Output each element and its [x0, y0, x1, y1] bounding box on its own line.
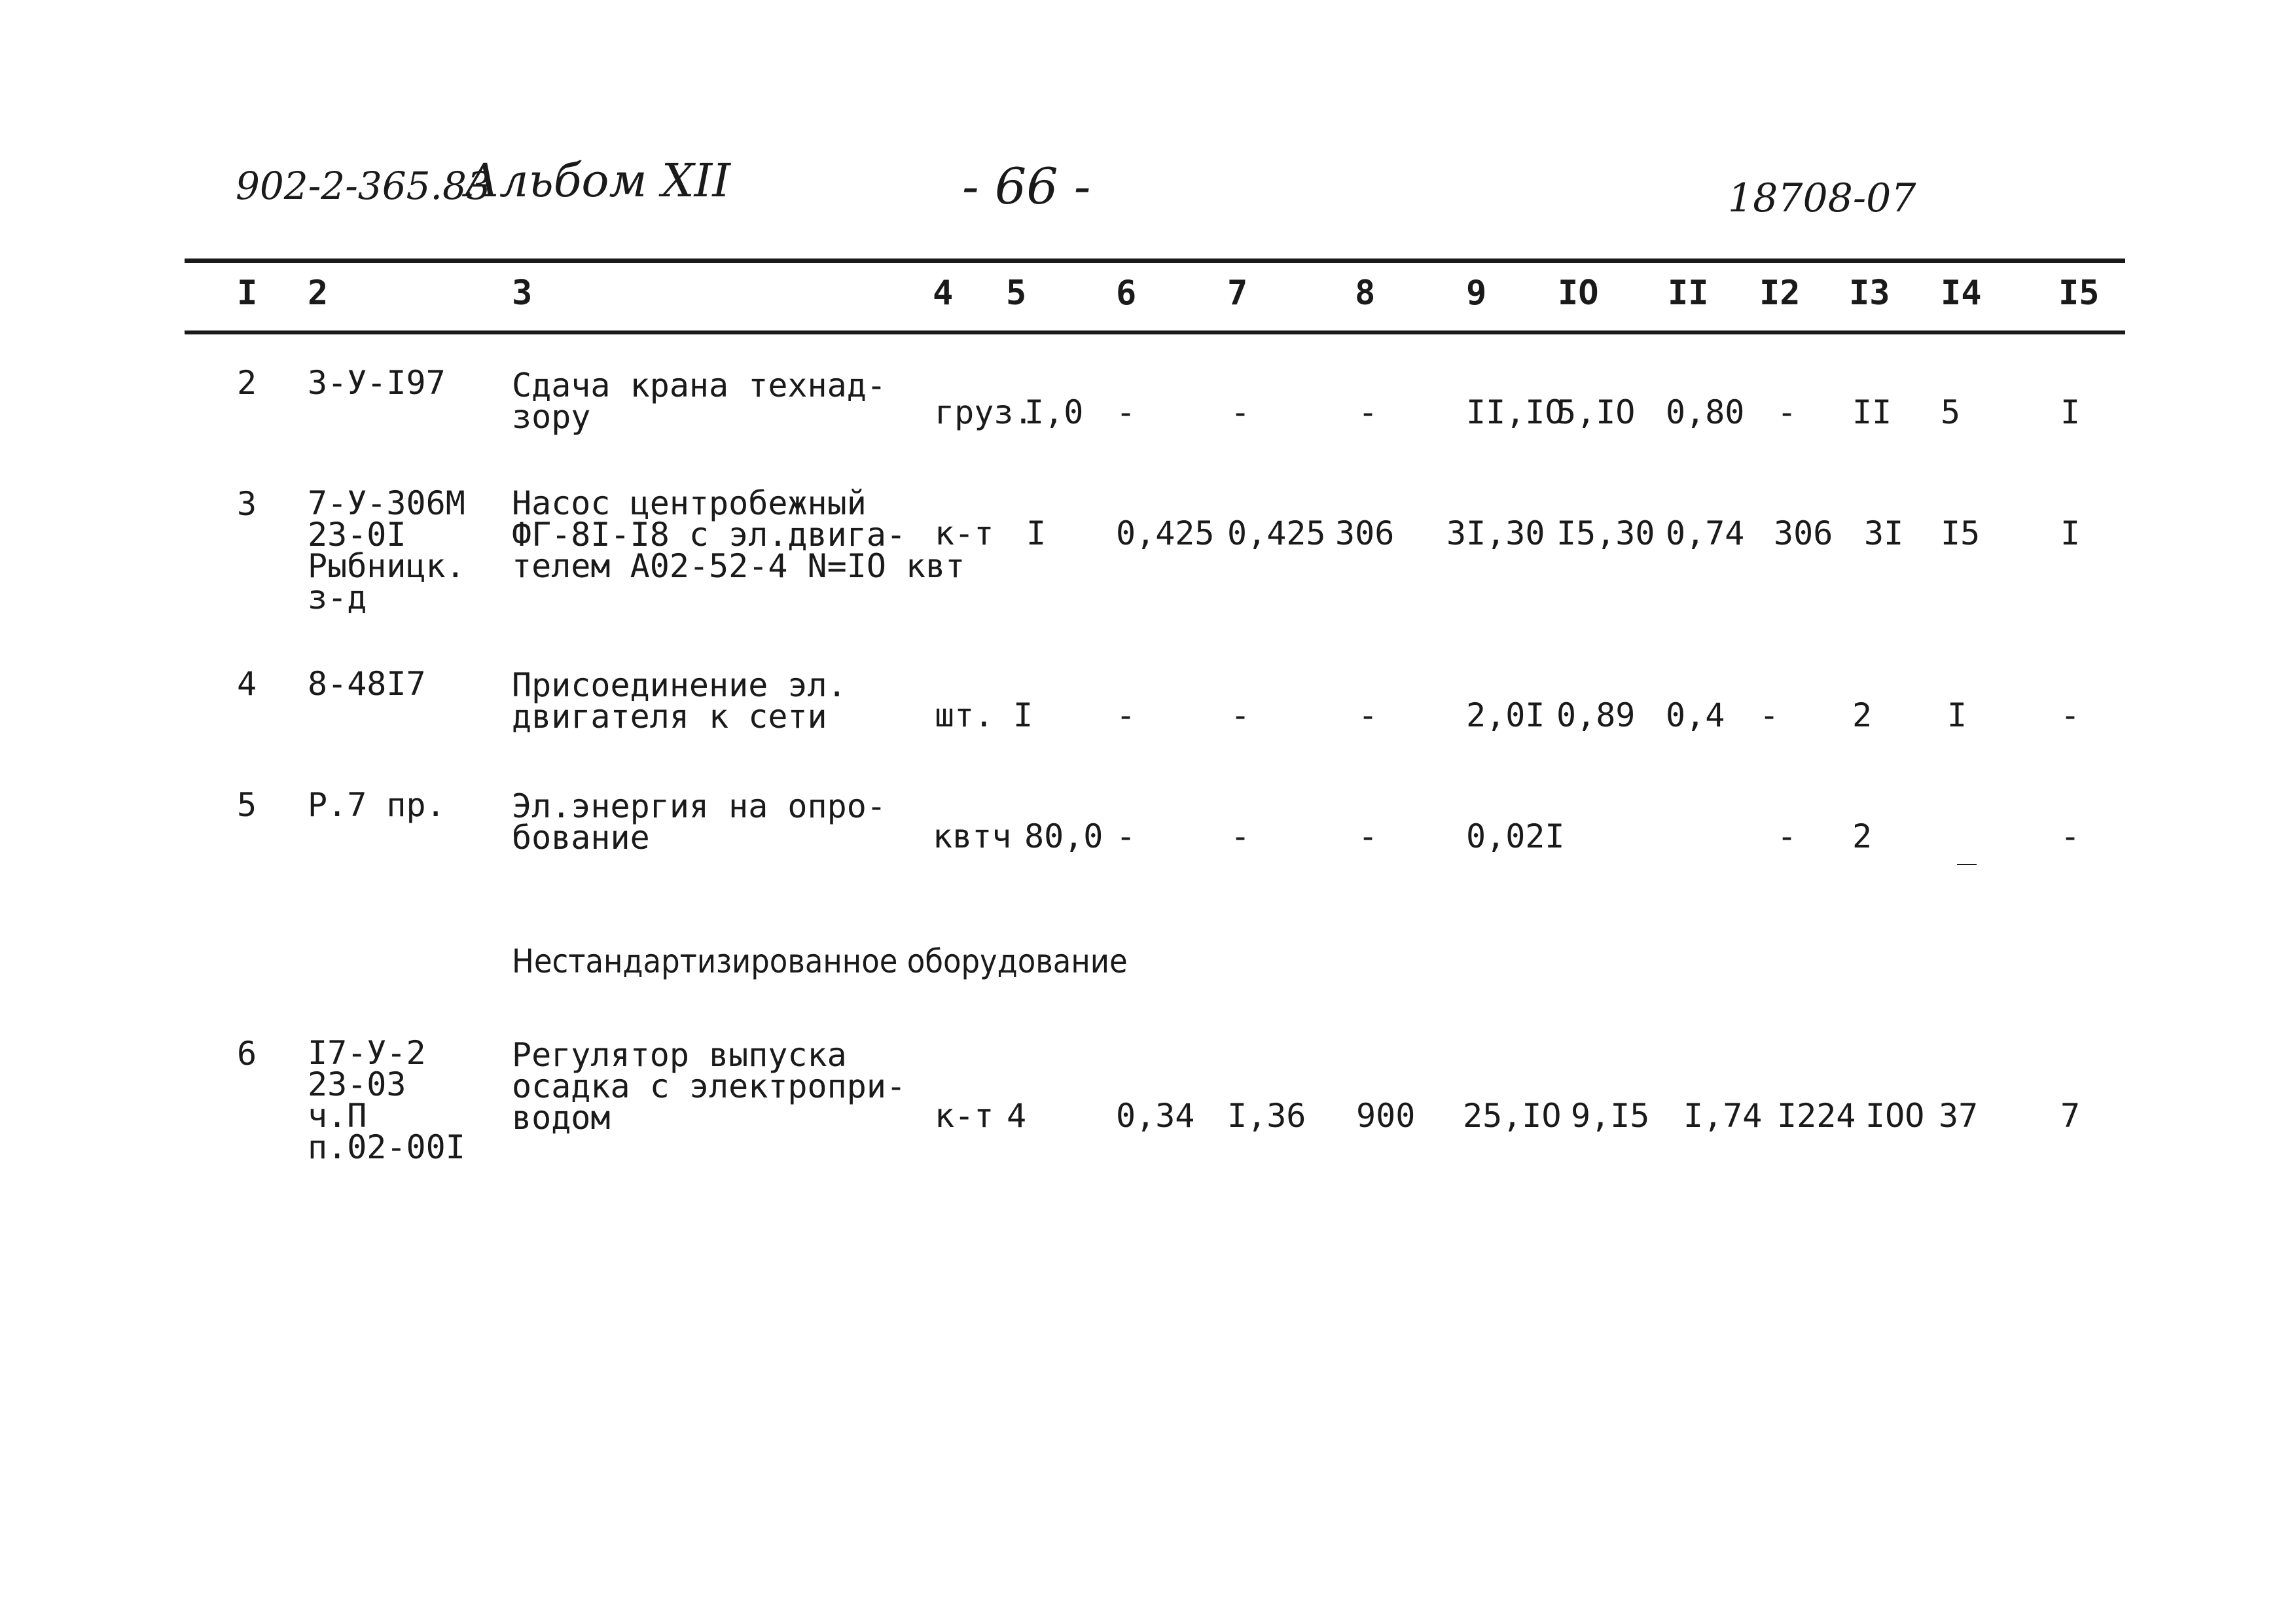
unit: квтч [933, 817, 1012, 855]
price-code: 8-48I7 [308, 665, 426, 703]
col-9-value: 2,0I [1466, 696, 1545, 734]
col-10-value: I5,30 [1556, 514, 1655, 552]
work-name: Регулятор выпуска осадка с электропри- водом [512, 1036, 906, 1137]
col-header-5: 5 [1006, 274, 1027, 313]
col-8-value: 900 [1356, 1097, 1416, 1135]
unit: шт. [935, 696, 994, 734]
col-header-15: I5 [2058, 274, 2100, 313]
col-6-value: - [1116, 696, 1136, 734]
col-11-value: I,74 [1683, 1097, 1763, 1135]
quantity: I,0 [1024, 393, 1084, 431]
col-header-1: I [237, 274, 258, 313]
col-10-value: 0,89 [1556, 696, 1636, 734]
col-7-value: 0,425 [1227, 514, 1326, 552]
quantity: I [1013, 696, 1033, 734]
registration-number: 18708-07 [1728, 175, 1916, 221]
col-6-value: - [1116, 817, 1136, 855]
doc-code: 902-2-365.83 [236, 164, 491, 208]
col-header-4: 4 [933, 274, 954, 313]
col-7-value: - [1230, 393, 1251, 431]
col-14-value: _ [1957, 827, 1977, 865]
page-number: - 66 - [962, 157, 1091, 215]
col-header-7: 7 [1227, 274, 1248, 313]
col-13-value: 3I [1864, 514, 1904, 552]
col-14-value: I5 [1941, 514, 1981, 552]
col-8-value: - [1358, 393, 1378, 431]
col-11-value: 0,80 [1666, 393, 1745, 431]
unit: к-т [935, 514, 994, 552]
col-header-3: 3 [512, 274, 533, 313]
row-number: 2 [237, 364, 257, 402]
row-number: 3 [237, 485, 257, 523]
col-header-8: 8 [1355, 274, 1376, 313]
col-header-6: 6 [1116, 274, 1137, 313]
row-number: 4 [237, 665, 257, 703]
col-header-13: I3 [1849, 274, 1890, 313]
col-header-9: 9 [1466, 274, 1487, 313]
col-header-14: I4 [1941, 274, 1982, 313]
col-14-value: 37 [1939, 1097, 1979, 1135]
col-12-value: - [1777, 817, 1797, 855]
price-code: Р.7 пр. [308, 786, 446, 824]
col-header-12: I2 [1759, 274, 1801, 313]
unit: к-т [935, 1097, 994, 1135]
unit: груз. [935, 393, 1033, 431]
col-header-10: IO [1558, 274, 1599, 313]
quantity: 4 [1007, 1097, 1027, 1135]
col-8-value: - [1358, 696, 1378, 734]
work-name: Насос центробежный ФГ-8I-I8 с эл.двига- телем А02-52-4 N=IO квт [512, 484, 965, 585]
col-13-value: 2 [1852, 817, 1873, 855]
price-code: 7-У-306М 23-0I Рыбницк. з-д [308, 484, 465, 616]
col-10-value: 5,IO [1556, 393, 1636, 431]
col-12-value: 306 [1774, 514, 1833, 552]
col-15-value: 7 [2060, 1097, 2081, 1135]
col-7-value: - [1230, 696, 1251, 734]
col-9-value: 25,IO [1463, 1097, 1562, 1135]
col-15-value: I [2060, 514, 2081, 552]
col-8-value: - [1358, 817, 1378, 855]
row-number: 5 [237, 786, 257, 824]
price-code: 3-У-I97 [308, 364, 446, 402]
col-15-value: - [2060, 696, 2081, 734]
col-12-value: - [1777, 393, 1797, 431]
col-9-value: 3I,30 [1446, 514, 1545, 552]
col-7-value: - [1230, 817, 1251, 855]
col-header-11: II [1668, 274, 1709, 313]
col-12-value: I224 [1777, 1097, 1856, 1135]
album-title: Альбом XII [465, 154, 730, 207]
quantity: I [1026, 514, 1047, 552]
col-14-value: 5 [1941, 393, 1961, 431]
col-15-value: I [2060, 393, 2081, 431]
col-header-2: 2 [308, 274, 329, 313]
col-6-value: 0,34 [1116, 1097, 1195, 1135]
col-13-value: 2 [1852, 696, 1873, 734]
col-10-value: 9,I5 [1571, 1097, 1650, 1135]
top-rule [185, 259, 2125, 263]
row-number: 6 [237, 1035, 257, 1073]
col-9-value: II,IO [1466, 393, 1565, 431]
col-11-value: 0,4 [1666, 696, 1725, 734]
col-6-value: 0,425 [1116, 514, 1215, 552]
col-12-value: - [1759, 696, 1780, 734]
col-9-value: 0,02I [1466, 817, 1565, 855]
col-15-value: - [2060, 817, 2081, 855]
section-title: Нестандартизированное оборудование [512, 942, 1128, 980]
price-code: I7-У-2 23-03 ч.П п.02-00I [308, 1034, 465, 1166]
col-13-value: IOO [1865, 1097, 1925, 1135]
col-6-value: - [1116, 393, 1136, 431]
col-8-value: 306 [1335, 514, 1395, 552]
col-14-value: I [1947, 696, 1967, 734]
work-name: Эл.энергия на опро- бование [512, 787, 886, 857]
header-rule [185, 330, 2125, 334]
col-11-value: 0,74 [1666, 514, 1745, 552]
col-7-value: I,36 [1227, 1097, 1306, 1135]
col-13-value: II [1852, 393, 1892, 431]
work-name: Присоединение эл. двигателя к сети [512, 666, 847, 736]
work-name: Сдача крана технад- зору [512, 366, 886, 436]
quantity: 80,0 [1024, 817, 1103, 855]
